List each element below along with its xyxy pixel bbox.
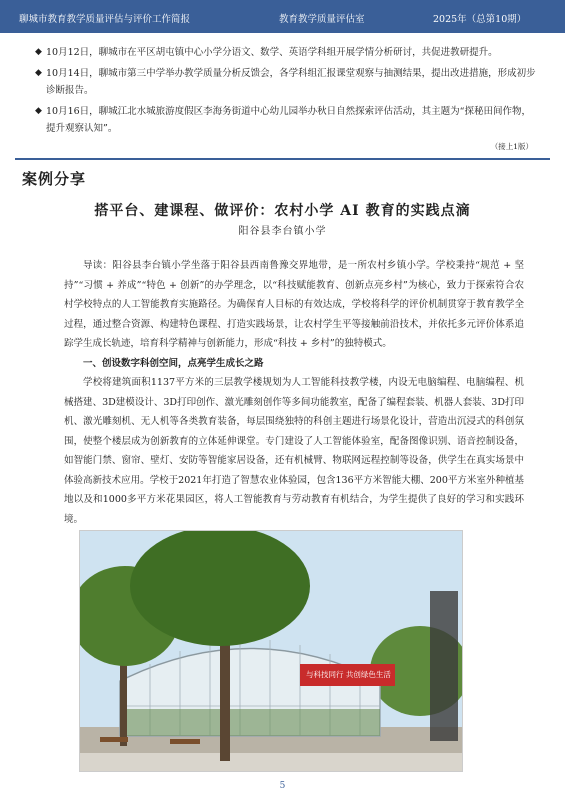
diamond-bullet-icon: ◆ — [35, 68, 42, 78]
header-office-name: 教育教学质量评估室 — [279, 14, 365, 25]
header-issue: 2025年（总第10期） — [433, 14, 527, 25]
news-bullet-text: 10月16日，聊城江北水城旅游度假区李海务街道中心幼儿园举办秋日自然探索评估活动，其主题为“探秘田间作物，提升观察认知”。 — [46, 106, 532, 134]
article-subhead: 一、创设数字科创空间，点亮学生成长之路 — [83, 357, 264, 369]
news-bullet-text: 10月14日，聊城市第三中学举办教学质量分析反馈会，各学科组汇报课堂观察与抽测结果，提出改进措施，形成初步诊断报告。 — [46, 68, 536, 96]
news-bullet — [35, 103, 540, 137]
diamond-bullet-icon: ◆ — [35, 47, 42, 57]
greenhouse-photo — [79, 530, 463, 772]
article-intro: 导读：阳谷县李台镇小学坐落于阳谷县西南鲁豫交界地带，是一所农村乡镇小学。学校秉持“规范 + 坚持”“习惯 + 养成”“特色 + 创新”的办学理念，以“科技赋能教育、创新点亮乡村”为核心，致力于探索符合农村学校特点的人工智能教育实施路径。为确保育人目标的有效达成，学校将科学的评价机制贯穿于教育教学全过程，通过整合资源、构建特色课程、打造实践场景，让农村学生平等接触前沿技术，并依托多元评价体系追踪学生成长轨迹，培育科学精神与创新能力，形成“科技 + 乡村”的独特模式。 — [64, 260, 524, 349]
news-bullet — [35, 65, 540, 99]
news-bullets — [35, 44, 540, 141]
news-bullet-text: 10月12日，聊城市在平区胡屯镇中心小学分语文、数学、英语学科组开展学情分析研讨，共促进教研提升。 — [46, 47, 498, 58]
continued-note: （接上1版） — [490, 142, 533, 151]
diamond-bullet-icon: ◆ — [35, 106, 42, 116]
section-title: 案例分享 — [22, 170, 87, 188]
header-publication-title: 聊城市教育教学质量评估与评价工作简报 — [19, 14, 191, 25]
section-divider — [15, 158, 550, 160]
page-number: 5 — [279, 781, 286, 791]
article-author: 阳谷县李台镇小学 — [238, 226, 327, 237]
news-bullet — [35, 44, 540, 61]
photo-banner-text: 与科技同行 共创绿色生活 — [306, 670, 391, 679]
article-title: 搭平台、建课程、做评价：农村小学 AI 教育的实践点滴 — [94, 203, 471, 219]
page-header — [0, 0, 565, 33]
article-paragraph: 学校将建筑面积1137平方米的三层教学楼规划为人工智能科技教学楼，内设无电脑编程、电脑编程、机械搭建、3D建模设计、3D打印创作、激光雕刻创作等多间功能教室，配备了编程套装、机器人套装、3D打印机、激光雕刻机、无人机等各类教育装备，每层围绕独特的科创主题进行场景化设计，营造出沉浸式的科创氛围，使整个楼层成为创新教育的立体延伸课堂。专门建设了人工智能体验室，配备图像识别、语音控制设备，如智能门禁、窗帘、壁灯、安防等智能家居设备，还有机械臂、物联网远程控制等设备，供学生在真实场景中体验高新技术应用。学校于2021年打造了智慧农业体验园，包含136平方米智能大棚、200平方米室外种植基地以及和1000多平方米花果园区，将人工智能教育与劳动教育有机结合，为学生提供了良好的学习和实践环境。 — [64, 377, 524, 525]
article-body — [64, 256, 524, 529]
